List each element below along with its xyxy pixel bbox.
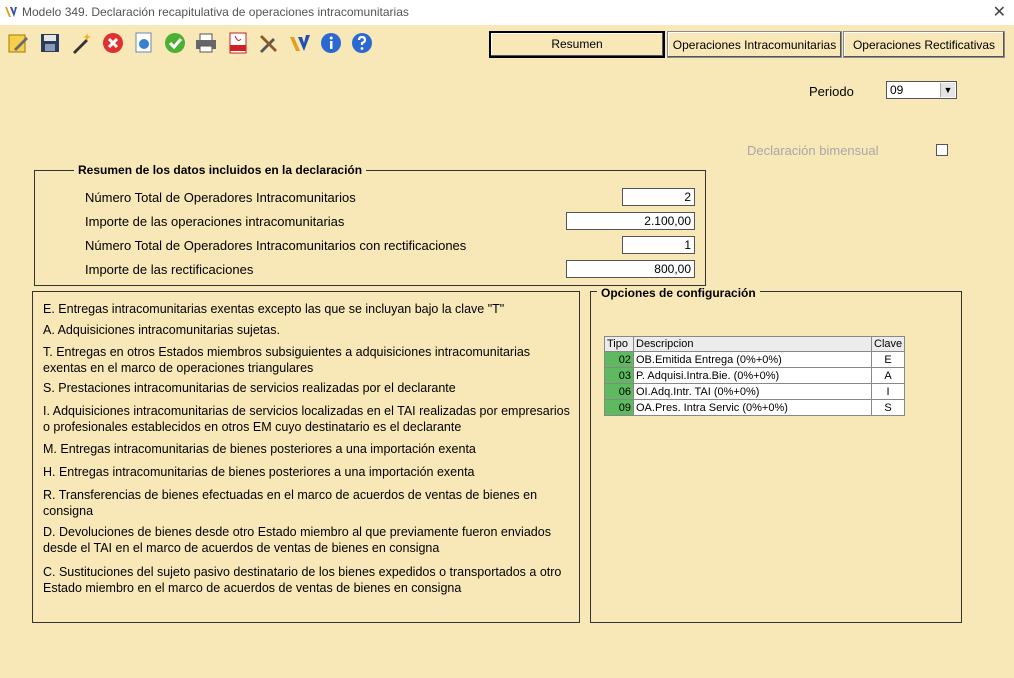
tipo-cell[interactable]: 09	[605, 400, 634, 416]
clave-s-text: S. Prestaciones intracomunitarias de servicios realizadas por el declarante	[43, 381, 456, 395]
clave-t-text: T. Entregas en otros Estados miembros subsiguientes a adquisiciones intracomunitarias exentas en el marco de operaciones triangulares	[43, 345, 531, 375]
accept-icon[interactable]	[163, 31, 189, 57]
clave-cell[interactable]: E	[872, 352, 905, 368]
opciones-table	[604, 336, 905, 416]
opciones-legend: Opciones de configuración	[597, 286, 760, 300]
info-icon[interactable]	[319, 31, 345, 57]
total-operadores-label: Número Total de Operadores Intracomunitarios	[85, 190, 356, 205]
help-icon[interactable]	[350, 31, 376, 57]
tipo-cell[interactable]: 03	[605, 368, 634, 384]
table-row[interactable]	[605, 368, 905, 384]
print-icon[interactable]	[194, 31, 220, 57]
bimensual-checkbox[interactable]	[936, 144, 948, 156]
preview-icon[interactable]	[132, 31, 158, 57]
verify-icon[interactable]	[288, 31, 314, 57]
clave-d-text: D. Devoluciones de bienes desde otro Estado miembro al que previamente fueron enviados desde el TAI en el marco de acuerdos de ventas de bienes en consigna	[43, 525, 551, 555]
tipo-cell[interactable]: 02	[605, 352, 634, 368]
clave-r-text: R. Transferencias de bienes efectuadas en el marco de acuerdos de ventas de bienes en consigna	[43, 488, 538, 518]
descripcion-cell[interactable]: OI.Adq.Intr. TAI (0%+0%)	[634, 384, 872, 400]
clave-m-text: M. Entregas intracomunitarias de bienes posteriores a una importación exenta	[43, 442, 476, 456]
periodo-value: 09	[890, 83, 904, 97]
pdf-icon[interactable]	[226, 31, 252, 57]
descripcion-cell[interactable]: OA.Pres. Intra Servic (0%+0%)	[634, 400, 872, 416]
window-title: Modelo 349. Declaración recapitulativa de operaciones intracomunitarias	[22, 5, 409, 19]
title-bar	[0, 0, 1014, 25]
column-header-descripcion[interactable]: Descripcion	[634, 337, 872, 352]
notes-icon[interactable]	[6, 31, 32, 57]
clave-e-text: E. Entregas intracomunitarias exentas excepto las que se incluyan bajo la clave "T"	[43, 302, 505, 316]
table-row[interactable]	[605, 352, 905, 368]
importe-operaciones-label: Importe de las operaciones intracomunitarias	[85, 214, 345, 229]
descripcion-cell[interactable]: P. Adquisi.Intra.Bie. (0%+0%)	[634, 368, 872, 384]
tab-operaciones-intracomunitarias[interactable]: Operaciones Intracomunitarias	[667, 31, 842, 58]
periodo-label: Periodo	[809, 84, 854, 99]
chevron-down-icon[interactable]: ▼	[940, 83, 955, 97]
table-row[interactable]	[605, 400, 905, 416]
tipo-cell[interactable]: 06	[605, 384, 634, 400]
importe-rectificaciones-field[interactable]: 800,00	[566, 260, 695, 278]
total-operadores-rectificaciones-field[interactable]: 1	[622, 236, 695, 254]
clave-cell[interactable]: S	[872, 400, 905, 416]
save-icon[interactable]	[38, 31, 64, 57]
total-operadores-field[interactable]: 2	[622, 188, 695, 206]
clave-h-text: H. Entregas intracomunitarias de bienes posteriores a una importación exenta	[43, 465, 475, 479]
descripcion-cell[interactable]: OB.Emitida Entrega (0%+0%)	[634, 352, 872, 368]
tab-resumen[interactable]: Resumen	[489, 31, 665, 58]
clave-c-text: C. Sustituciones del sujeto pasivo destinatario de los bienes expedidos o transportados a otro Estado miembro en el marco de acuerdos de ventas de bienes en consigna	[43, 565, 562, 595]
clave-a-text: A. Adquisiciones intracomunitarias sujetas.	[43, 323, 280, 337]
total-operadores-rectificaciones-label: Número Total de Operadores Intracomunitarios con rectificaciones	[85, 238, 467, 253]
clave-cell[interactable]: I	[872, 384, 905, 400]
column-header-tipo[interactable]: Tipo	[605, 337, 634, 352]
bimensual-label: Declaración bimensual	[747, 143, 879, 158]
magic-wand-icon[interactable]	[69, 31, 95, 57]
tools-icon[interactable]	[257, 31, 283, 57]
importe-operaciones-field[interactable]: 2.100,00	[566, 212, 695, 230]
cancel-icon[interactable]	[101, 31, 127, 57]
table-row[interactable]	[605, 384, 905, 400]
clave-i-text: I. Adquisiciones intracomunitarias de servicios localizadas en el TAI realizadas por empresarios o profesionales establecidos en otros EM cuyo destinatario es el declarante	[43, 404, 570, 434]
claves-description-panel	[32, 291, 580, 623]
app-logo-icon	[4, 5, 18, 19]
clave-cell[interactable]: A	[872, 368, 905, 384]
periodo-select[interactable]	[886, 81, 957, 99]
tab-operaciones-rectificativas[interactable]: Operaciones Rectificativas	[843, 31, 1005, 58]
importe-rectificaciones-label: Importe de las rectificaciones	[85, 262, 254, 277]
column-header-clave[interactable]: Clave	[872, 337, 905, 352]
close-window-icon[interactable]: ✕	[992, 4, 1006, 21]
resumen-legend: Resumen de los datos incluidos en la declaración	[74, 163, 366, 177]
